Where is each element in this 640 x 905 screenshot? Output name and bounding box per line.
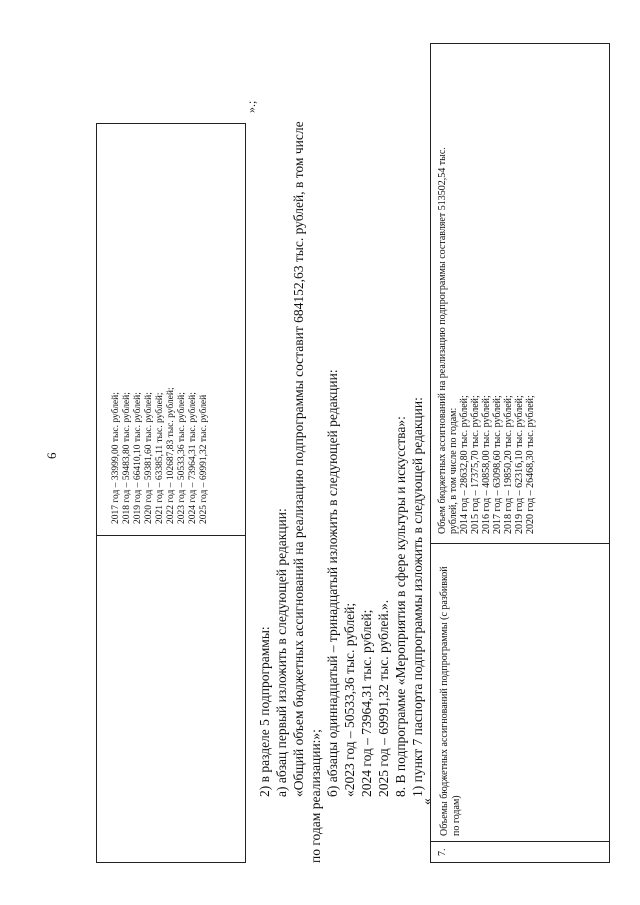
funding-table-top [96, 123, 246, 863]
table-line: 2019 год – 66410,10 тыс. рублей; [133, 392, 143, 524]
table-line: 2021 год – 63385,11 тыс. рублей; [155, 392, 165, 524]
body-line: по годам реализации:»; [308, 729, 323, 863]
body-line: 2025 год – 69991,32 тыс. рублей.». [376, 599, 391, 797]
body-line: 2024 год – 73964,31 тыс. рублей; [359, 609, 374, 797]
closing-quote-mark: ».; [244, 100, 258, 113]
table-line: 2017 год – 63098,60 тыс. рублей; [492, 395, 503, 534]
body-line: «2023 год – 50533,36 тыс. рублей; [342, 602, 357, 797]
table-line: 2018 год – 19850,20 тыс. рублей; [503, 395, 514, 534]
body-line: «Общий объем бюджетных ассигнований на реализацию подпрограммы составит 684152,63 тыс. рублей, в том числе [291, 121, 306, 797]
table-divider [97, 535, 245, 536]
table-line: 2022 год – 102687,83 тыс. рублей; [166, 387, 176, 524]
table-line: 2018 год – 59483,80 тыс. рублей; [122, 392, 132, 524]
row-label: Объемы бюджетных ассигнований подпрограммы (с разбивкой по годам) [439, 566, 462, 836]
body-line: 2) в разделе 5 подпрограммы: [257, 626, 272, 797]
table-line: 2014 год – 28632,80 тыс. рублей; [459, 395, 470, 534]
table-line: 2017 год – 33999,00 тыс. рублей; [111, 392, 121, 524]
table-line: рублей, в том числе по годам: [448, 407, 459, 534]
table-line: 2025 год – 69991,32 тыс. рублей [199, 394, 209, 524]
funding-lines-top [111, 387, 210, 524]
table-divider [431, 841, 609, 842]
table-line: 2024 год – 73964,31 тыс. рублей; [188, 392, 198, 524]
table-line: 2019 год – 62316,10 тыс. рублей; [514, 395, 525, 534]
opening-quote-mark: « [419, 798, 434, 805]
table-line: 2023 год – 50533,36 тыс. рублей; [177, 392, 187, 524]
body-line: 1) пункт 7 паспорта подпрограммы изложить в следующей редакции: [410, 397, 425, 797]
table-line: 2016 год – 40858,00 тыс. рублей; [481, 395, 492, 534]
page-number: 6 [44, 452, 59, 459]
funding-table-bottom [430, 43, 610, 863]
table-line: 2015 год – 17375,70 тыс. рублей; [470, 395, 481, 534]
funding-lines-bottom [437, 147, 536, 534]
table-line: Объем бюджетных ассигнований на реализацию подпрограммы составляет 513502,54 тыс. [437, 147, 448, 534]
body-line: а) абзац первый изложить в следующей редакции: [274, 508, 289, 797]
body-line: б) абзацы одиннадцатый – тринадцатый изложить в следующей редакции: [325, 369, 340, 797]
row-number: 7. [437, 848, 448, 856]
table-line: 2020 год – 26468,30 тыс. рублей; [525, 395, 536, 534]
table-line: 2020 год – 59381,60 тыс. рублей; [144, 392, 154, 524]
table-divider [431, 543, 609, 544]
body-line: 8. В подпрограмме «Мероприятия в сфере культуры и искусства»: [393, 416, 408, 797]
